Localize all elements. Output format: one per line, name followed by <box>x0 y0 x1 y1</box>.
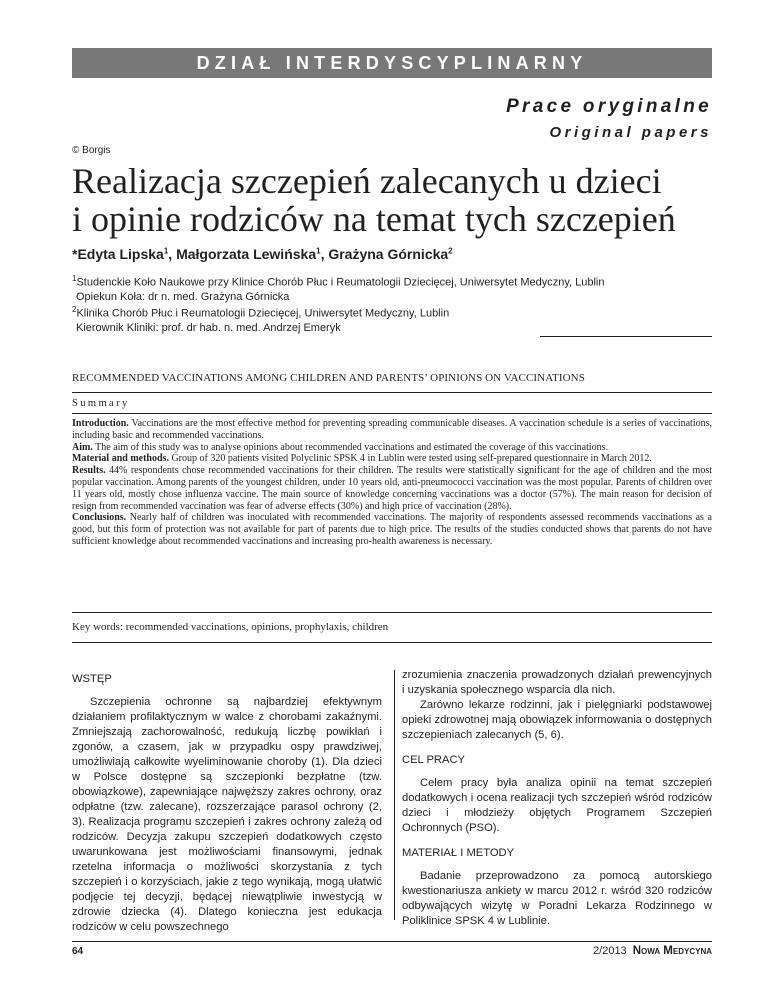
affiliation-number: 1 <box>72 274 77 283</box>
author-affiliation-mark: 2 <box>448 246 453 256</box>
aim-paragraph: Celem pracy była analiza opinii na temat szczepień dodatkowych i ocena realizacji tych szczepień wśród rodziców dzieci i młodzieży objętych Programem Szczepień Ochronnych (PSO). <box>402 777 712 834</box>
author-affiliation-mark: 1 <box>316 246 321 256</box>
intro-paragraph-2: Zarówno lekarze rodzinni, jak i pielęgniarki podstawowej opieki zdrowotnej mają obowiązek informowania o dostępnych szczepieniach zalecanych (5, 6). <box>402 699 712 741</box>
affiliation-text: Studenckie Koło Naukowe przy Klinice Chorób Płuc i Reumatologii Dziecięcej, Uniwersytet Medyczny, Lublin <box>76 276 605 289</box>
affiliation-number: 2 <box>72 305 77 314</box>
footer-issue <box>593 945 712 957</box>
abstract-aim: Aim. The aim of this study was to analyse opinions about recommended vaccinations and estimated the coverage of this vaccinations. <box>72 441 609 453</box>
journal-name: Nowa Medycyna <box>632 945 712 957</box>
intro-paragraph: Szczepienia ochronne są najbardziej efektywnym działaniem profilaktycznym w walce z chorobami zakaźnymi. Zmniejszają zachorowalność, redukują liczbę powikłań i zgonów, a czasem, jak w przypadku ospy prawdziwej, umożliwiają całkowite wyeliminowanie choroby (1). Dla dzieci w Polsce dostępne są szczepionki bezpłatne (tzw. obowiązkowe), zapewniające najwęższy zakres ochrony, oraz odpłatne (tzw. zalecane), rozszerzające parasol ochrony (2, 3). Realizacja programu szczepień i zakres ochrony zależą od rodziców. Decyzja zakupu szczepień dodatkowych często uwarunkowana jest możliwościami finansowymi, jednak rzetelna informacja o możliwości skorzystania z tych szczepień i o korzyściach, jakie z tego wynikają, mogą ułatwić podjęcie tej decyzji, będącej niewątpliwie inwestycją w zdrowie dziecka (4). Dlatego konieczna jest edukacja rodziców w celu powszechnego <box>72 696 382 933</box>
page-number: 64 <box>72 946 84 957</box>
divider <box>72 413 712 414</box>
abstract-conclusions: Conclusions. Nearly half of children was inoculated with recommended vaccinations. The majority of respondents assessed recommends vaccinations as a good, but this form of protection was not available for part of parents due to high price. The results of the studies conducted shows that parents do not have sufficient knowledge about recommended vaccinations and increasing pro-health awareness is necessary. <box>72 512 712 547</box>
intro-continuation: zrozumienia znaczenia prowadzonych działań prewencyjnych i uzyskania społecznego wsparcia dla nich. <box>402 669 712 696</box>
body-column-right <box>402 668 712 929</box>
divider <box>72 642 712 643</box>
title-line-2: i opinie rodziców na temat tych szczepień <box>72 199 676 239</box>
divider <box>540 336 712 337</box>
methods-paragraph: Badanie przeprowadzono za pomocą autorskiego kwestionariusza ankiety w marcu 2012 r. wśród 320 rodziców odbywających wizytę w Poradni Lekarza Rodzinnego w Poliklinice SPSK 4 w Lublinie. <box>402 870 712 927</box>
author-affiliation-mark: 1 <box>163 246 169 256</box>
section-banner: DZIAŁ INTERDYSCYPLINARNY <box>72 48 712 78</box>
abstract-introduction: Introduction. Vaccinations are the most effective method for preventing spreading communicable diseases. A vaccination schedule is a series of vaccinations, including basic and recommended vaccinations. <box>72 418 712 441</box>
issue-number: 2/2013 <box>593 945 627 957</box>
article-type-en: Original papers <box>549 124 712 141</box>
affiliation-supervisor: Opiekun Koła: dr n. med. Grażyna Górnicka <box>76 290 290 303</box>
abstract-methods: Material and methods. Group of 320 patients visited Polyclinic SPSK 4 in Lublin were tested using self-prepared questionnaire in March 2012. <box>72 453 652 465</box>
body-column-left <box>72 672 382 935</box>
affiliation-2 <box>72 303 722 335</box>
english-title: RECOMMENDED VACCINATIONS AMONG CHILDREN AND PARENTS’ OPINIONS ON VACCINATIONS <box>72 372 585 384</box>
title-line-1: Realizacja szczepień zalecanych u dzieci <box>72 161 662 201</box>
article-type-pl: Prace oryginalne <box>506 96 712 117</box>
column-divider <box>394 670 395 920</box>
affiliation-1 <box>72 272 722 304</box>
article-title <box>72 162 712 238</box>
divider <box>72 612 712 613</box>
copyright: © Borgis <box>72 145 111 156</box>
abstract-results: Results. 44% respondents chose recommended vaccinations for their children. The results were statistically significant for the age of children and the most popular vaccination. Among parents of the youngest children, under 10 years old, anti-pneumococci vaccination was the most popular. Parents of children over 11 years old, mostly chose influenza vaccine. The main source of knowledge concerning vaccinations was a doctor (57%). The main reason for decision of resign from recommended vaccination was fear of adverse effects (30%) and high price of vaccination (28%). <box>72 465 712 512</box>
author-name: *Edyta Lipska <box>72 246 164 262</box>
author-name: Grażyna Górnicka <box>328 246 449 262</box>
abstract <box>72 418 712 548</box>
affiliation-head: Kierownik Kliniki: prof. dr hab. n. med. Andrzej Emeryk <box>76 321 341 334</box>
summary-heading: Summary <box>72 398 130 409</box>
section-heading-aim: CEL PRACY <box>402 754 466 766</box>
keywords: Key words: recommended vaccinations, opinions, prophylaxis, children <box>72 621 389 633</box>
affiliation-text: Klinika Chorób Płuc i Reumatologii Dziecięcej, Uniwersytet Medyczny, Lublin <box>76 307 450 320</box>
section-heading-methods: MATERIAŁ I METODY <box>402 847 515 859</box>
author-list: *Edyta Lipska$^1$, Małgorzata Lewińska$^1$, Grażyna Górnicka$^2$ <box>72 246 453 262</box>
author-name: Małgorzata Lewińska <box>176 246 317 262</box>
section-heading-intro: WSTĘP <box>72 673 112 685</box>
footer-divider <box>72 941 712 942</box>
divider <box>72 392 712 393</box>
